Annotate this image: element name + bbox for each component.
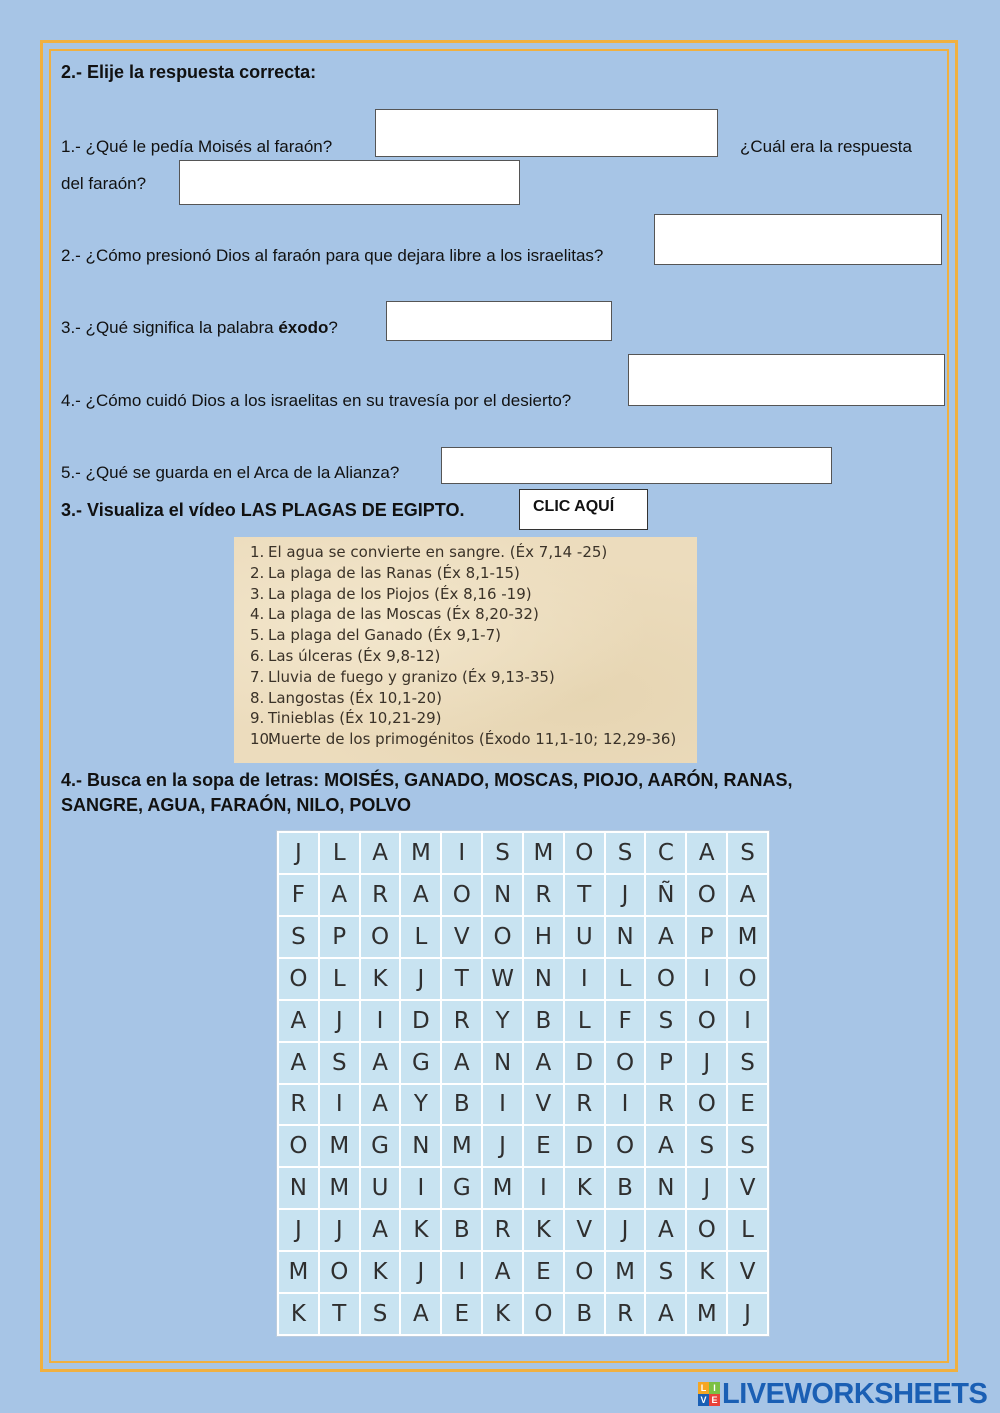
grid-cell[interactable]: O	[565, 1252, 604, 1292]
grid-cell[interactable]: R	[442, 1001, 481, 1041]
grid-cell[interactable]: B	[565, 1294, 604, 1334]
grid-cell[interactable]: B	[606, 1168, 645, 1208]
grid-cell[interactable]: J	[401, 959, 440, 999]
plaga-number: 8.	[250, 688, 265, 707]
grid-cell[interactable]: D	[401, 1001, 440, 1041]
grid-cell[interactable]: V	[728, 1168, 767, 1208]
grid-cell[interactable]: F	[606, 1001, 645, 1041]
grid-cell[interactable]: U	[565, 917, 604, 957]
grid-cell[interactable]: K	[279, 1294, 318, 1334]
grid-cell[interactable]: S	[320, 1043, 359, 1083]
grid-cell[interactable]: R	[279, 1085, 318, 1125]
plaga-item	[250, 667, 697, 688]
question-1-followup: ¿Cuál era la respuesta	[740, 137, 912, 156]
grid-cell[interactable]: Y	[401, 1085, 440, 1125]
grid-cell[interactable]: I	[606, 1085, 645, 1125]
plaga-text: La plaga de las Moscas (Éx 8,20-32)	[268, 605, 539, 624]
grid-cell[interactable]: J	[728, 1294, 767, 1334]
plaga-number: 5.	[250, 626, 265, 645]
grid-cell[interactable]: K	[524, 1210, 563, 1250]
grid-cell[interactable]: J	[687, 1168, 726, 1208]
grid-cell[interactable]: K	[361, 1252, 400, 1292]
question-4-text: 4.- ¿Cómo cuidó Dios a los israelitas en su travesía por el desierto?	[61, 391, 572, 410]
grid-cell[interactable]: O	[606, 1126, 645, 1166]
grid-cell[interactable]: O	[442, 875, 481, 915]
grid-cell[interactable]: O	[687, 1001, 726, 1041]
grid-cell[interactable]: O	[279, 1126, 318, 1166]
plaga-number: 3.	[250, 584, 265, 603]
grid-cell[interactable]: G	[361, 1126, 400, 1166]
grid-cell[interactable]: I	[361, 1001, 400, 1041]
grid-cell[interactable]: B	[524, 1001, 563, 1041]
grid-cell[interactable]: R	[565, 1085, 604, 1125]
grid-cell[interactable]: M	[728, 917, 767, 957]
grid-cell[interactable]: S	[606, 833, 645, 873]
grid-cell[interactable]: K	[401, 1210, 440, 1250]
grid-cell[interactable]: A	[687, 833, 726, 873]
grid-cell[interactable]: L	[320, 833, 359, 873]
grid-cell[interactable]: M	[524, 833, 563, 873]
plaga-item	[250, 646, 697, 667]
grid-cell[interactable]: S	[279, 917, 318, 957]
plaga-number: 4.	[250, 605, 265, 624]
grid-cell[interactable]: G	[442, 1168, 481, 1208]
grid-cell[interactable]: A	[646, 1294, 685, 1334]
grid-cell[interactable]: M	[442, 1126, 481, 1166]
grid-cell[interactable]: L	[401, 917, 440, 957]
grid-cell[interactable]: I	[687, 959, 726, 999]
question-3-text: 3.- ¿Qué significa la palabra éxodo?	[61, 318, 338, 337]
grid-cell[interactable]: A	[442, 1043, 481, 1083]
grid-cell[interactable]: J	[279, 833, 318, 873]
word-search-grid[interactable]	[276, 830, 770, 1337]
grid-cell[interactable]: L	[320, 959, 359, 999]
grid-cell[interactable]: S	[646, 1252, 685, 1292]
logo-badge-letter: V	[698, 1394, 709, 1406]
grid-cell[interactable]: A	[483, 1252, 522, 1292]
grid-cell[interactable]: T	[565, 875, 604, 915]
grid-cell[interactable]: J	[687, 1043, 726, 1083]
grid-cell[interactable]: R	[606, 1294, 645, 1334]
grid-cell[interactable]: A	[401, 875, 440, 915]
grid-cell[interactable]: H	[524, 917, 563, 957]
grid-cell[interactable]: E	[442, 1294, 481, 1334]
grid-cell[interactable]: R	[361, 875, 400, 915]
question-1-followup-cont: del faraón?	[61, 174, 147, 193]
grid-cell[interactable]: L	[565, 1001, 604, 1041]
grid-cell[interactable]: M	[279, 1252, 318, 1292]
grid-cell[interactable]: A	[728, 875, 767, 915]
grid-cell[interactable]: I	[442, 833, 481, 873]
grid-cell[interactable]: D	[565, 1126, 604, 1166]
grid-cell[interactable]: O	[687, 1210, 726, 1250]
plaga-number: 10.	[250, 730, 274, 749]
grid-cell[interactable]: S	[687, 1126, 726, 1166]
grid-cell[interactable]: I	[442, 1252, 481, 1292]
grid-cell[interactable]: N	[646, 1168, 685, 1208]
plaga-number: 2.	[250, 563, 265, 582]
grid-cell[interactable]: S	[361, 1294, 400, 1334]
grid-cell[interactable]: K	[565, 1168, 604, 1208]
grid-cell[interactable]: E	[524, 1252, 563, 1292]
grid-cell[interactable]: O	[646, 959, 685, 999]
plaga-text: Las úlceras (Éx 9,8-12)	[268, 646, 441, 665]
grid-cell[interactable]: P	[646, 1043, 685, 1083]
grid-cell[interactable]: G	[401, 1043, 440, 1083]
answer-3-input[interactable]	[386, 301, 612, 341]
grid-cell[interactable]: M	[320, 1168, 359, 1208]
grid-cell[interactable]: O	[687, 875, 726, 915]
grid-cell[interactable]: J	[320, 1001, 359, 1041]
grid-cell[interactable]: M	[687, 1294, 726, 1334]
grid-cell[interactable]: S	[728, 833, 767, 873]
grid-cell[interactable]: A	[524, 1043, 563, 1083]
grid-cell[interactable]: V	[524, 1085, 563, 1125]
grid-cell[interactable]: S	[483, 833, 522, 873]
clic-aqui-button[interactable]: CLIC AQUÍ	[519, 489, 648, 530]
answer-4-input[interactable]	[628, 354, 945, 406]
grid-cell[interactable]: D	[565, 1043, 604, 1083]
grid-cell[interactable]: O	[728, 959, 767, 999]
logo-badge-icon	[698, 1382, 720, 1406]
grid-cell[interactable]: S	[646, 1001, 685, 1041]
plaga-number: 9.	[250, 709, 265, 728]
logo-badge-letter: E	[709, 1394, 720, 1406]
grid-cell[interactable]: K	[687, 1252, 726, 1292]
grid-cell[interactable]: O	[279, 959, 318, 999]
plaga-item	[250, 542, 697, 563]
grid-cell[interactable]: I	[524, 1168, 563, 1208]
plaga-text: La plaga de los Piojos (Éx 8,16 -19)	[268, 584, 532, 603]
plaga-item	[250, 708, 697, 729]
plaga-text: El agua se convierte en sangre. (Éx 7,14 -25)	[268, 543, 608, 561]
grid-cell[interactable]: J	[606, 1210, 645, 1250]
grid-cell[interactable]: V	[728, 1252, 767, 1292]
grid-cell[interactable]: F	[279, 875, 318, 915]
plaga-item	[250, 625, 697, 646]
grid-cell[interactable]: O	[483, 917, 522, 957]
question-2-text: 2.- ¿Cómo presionó Dios al faraón para que dejara libre a los israelitas?	[61, 246, 604, 265]
grid-cell[interactable]: A	[361, 1085, 400, 1125]
section-3-title: 3.- Visualiza el vídeo LAS PLAGAS DE EGIPTO.	[61, 500, 465, 520]
grid-cell[interactable]: A	[279, 1001, 318, 1041]
grid-cell[interactable]: A	[361, 1043, 400, 1083]
grid-cell[interactable]: R	[483, 1210, 522, 1250]
grid-cell[interactable]: I	[401, 1168, 440, 1208]
grid-cell[interactable]: A	[279, 1043, 318, 1083]
grid-cell[interactable]: L	[728, 1210, 767, 1250]
grid-cell[interactable]: O	[320, 1252, 359, 1292]
plaga-number: 7.	[250, 667, 265, 686]
grid-cell[interactable]: I	[483, 1085, 522, 1125]
plaga-text: Muerte de los primogénitos (Éxodo 11,1-10; 12,29-36)	[268, 730, 677, 749]
grid-cell[interactable]: K	[483, 1294, 522, 1334]
grid-cell[interactable]: E	[524, 1126, 563, 1166]
grid-cell[interactable]: O	[606, 1043, 645, 1083]
plaga-number: 6.	[250, 646, 265, 665]
plaga-text: La plaga de las Ranas (Éx 8,1-15)	[268, 563, 520, 582]
grid-cell[interactable]: O	[361, 917, 400, 957]
plaga-text: La plaga del Ganado (Éx 9,1-7)	[268, 626, 501, 645]
answer-2-input[interactable]	[654, 214, 942, 265]
grid-cell[interactable]: V	[565, 1210, 604, 1250]
grid-cell[interactable]: O	[524, 1294, 563, 1334]
grid-cell[interactable]: O	[565, 833, 604, 873]
grid-cell[interactable]: A	[361, 833, 400, 873]
plaga-item	[250, 584, 697, 605]
plagas-list-image	[234, 537, 697, 763]
liveworksheets-logo	[698, 1377, 988, 1410]
grid-cell[interactable]: N	[524, 959, 563, 999]
grid-cell[interactable]: J	[606, 875, 645, 915]
section-4-title-line1: 4.- Busca en la sopa de letras: MOISÉS, GANADO, MOSCAS, PIOJO, AARÓN, RANAS,	[61, 770, 793, 790]
grid-cell[interactable]: J	[279, 1210, 318, 1250]
grid-cell[interactable]: B	[442, 1085, 481, 1125]
plaga-number: 1.	[250, 543, 265, 561]
grid-cell[interactable]: R	[524, 875, 563, 915]
logo-badge-letter: I	[709, 1382, 720, 1394]
grid-cell[interactable]: W	[483, 959, 522, 999]
grid-cell[interactable]: O	[687, 1085, 726, 1125]
question-5-text: 5.- ¿Qué se guarda en el Arca de la Alianza?	[61, 463, 400, 482]
answer-5-input[interactable]	[441, 447, 832, 484]
grid-cell[interactable]: M	[320, 1126, 359, 1166]
grid-cell[interactable]: J	[483, 1126, 522, 1166]
grid-cell[interactable]: L	[606, 959, 645, 999]
grid-cell[interactable]: I	[728, 1001, 767, 1041]
plaga-text: Lluvia de fuego y granizo (Éx 9,13-35)	[268, 667, 555, 686]
grid-cell[interactable]: Ñ	[646, 875, 685, 915]
grid-cell[interactable]: S	[728, 1043, 767, 1083]
grid-cell[interactable]: J	[320, 1210, 359, 1250]
grid-cell[interactable]: M	[401, 833, 440, 873]
grid-cell[interactable]: P	[687, 917, 726, 957]
grid-cell[interactable]: A	[361, 1210, 400, 1250]
answer-1b-input[interactable]	[179, 160, 520, 205]
grid-cell[interactable]: N	[401, 1126, 440, 1166]
plaga-text: Langostas (Éx 10,1-20)	[268, 688, 442, 707]
grid-cell[interactable]: N	[483, 1043, 522, 1083]
grid-cell[interactable]: N	[483, 875, 522, 915]
grid-cell[interactable]: U	[361, 1168, 400, 1208]
grid-cell[interactable]: V	[442, 917, 481, 957]
grid-cell[interactable]: A	[646, 1210, 685, 1250]
plaga-item	[250, 729, 697, 750]
plaga-item	[250, 563, 697, 584]
section-4-title-line2: SANGRE, AGUA, FARAÓN, NILO, POLVO	[61, 795, 412, 815]
grid-cell[interactable]: A	[320, 875, 359, 915]
grid-cell[interactable]: N	[606, 917, 645, 957]
logo-badge-letter: L	[698, 1382, 709, 1394]
plaga-text: Tinieblas (Éx 10,21-29)	[268, 709, 442, 728]
grid-cell[interactable]: I	[320, 1085, 359, 1125]
grid-cell[interactable]: K	[361, 959, 400, 999]
logo-text: LIVEWORKSHEETS	[722, 1377, 988, 1410]
section-2-title: 2.- Elije la respuesta correcta:	[61, 62, 317, 82]
grid-cell[interactable]: C	[646, 833, 685, 873]
grid-cell[interactable]: E	[728, 1085, 767, 1125]
grid-cell[interactable]: A	[646, 1126, 685, 1166]
grid-cell[interactable]: Y	[483, 1001, 522, 1041]
grid-cell[interactable]: M	[606, 1252, 645, 1292]
grid-cell[interactable]: P	[320, 917, 359, 957]
grid-cell[interactable]: J	[401, 1252, 440, 1292]
grid-cell[interactable]: R	[646, 1085, 685, 1125]
grid-cell[interactable]: S	[728, 1126, 767, 1166]
grid-cell[interactable]: B	[442, 1210, 481, 1250]
grid-cell[interactable]: T	[320, 1294, 359, 1334]
plaga-item	[250, 688, 697, 709]
grid-cell[interactable]: A	[646, 917, 685, 957]
grid-cell[interactable]: A	[401, 1294, 440, 1334]
answer-1a-input[interactable]	[375, 109, 718, 157]
question-1-text: 1.- ¿Qué le pedía Moisés al faraón?	[61, 137, 333, 156]
grid-cell[interactable]: N	[279, 1168, 318, 1208]
grid-cell[interactable]: I	[565, 959, 604, 999]
plaga-item	[250, 604, 697, 625]
grid-cell[interactable]: T	[442, 959, 481, 999]
grid-cell[interactable]: M	[483, 1168, 522, 1208]
